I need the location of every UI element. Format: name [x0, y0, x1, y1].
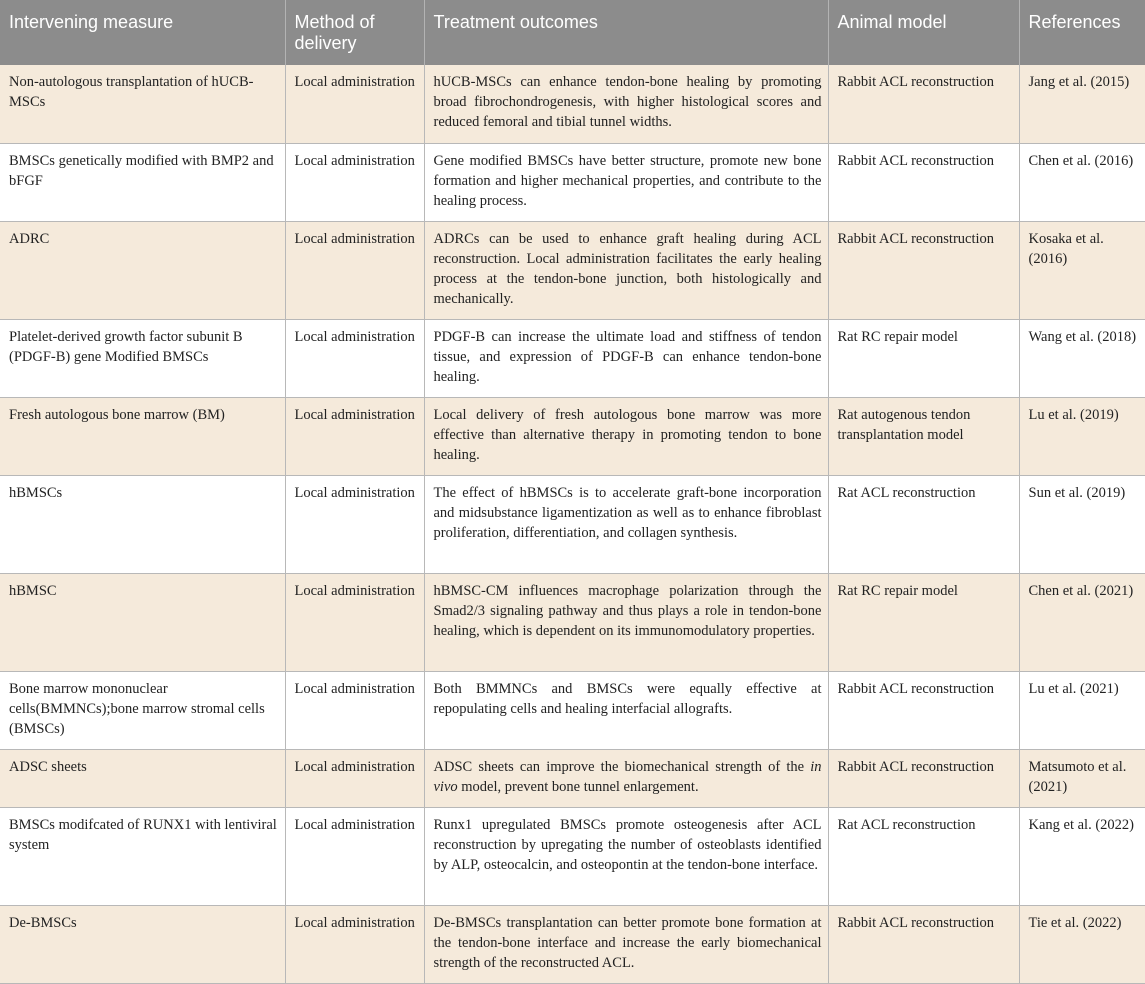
cell-reference: Chen et al. (2021) — [1019, 573, 1145, 671]
cell-measure: hBMSC — [0, 573, 285, 671]
cell-measure: ADSC sheets — [0, 749, 285, 807]
cell-model: Rabbit ACL reconstruction — [828, 143, 1019, 221]
outcome-italic-term: in vivo — [433, 758, 822, 795]
table-row — [0, 65, 1145, 143]
cell-delivery: Local administration — [285, 397, 424, 475]
table-body — [0, 65, 1145, 983]
table-row — [0, 397, 1145, 475]
cell-outcome: ADRCs can be used to enhance graft healing during ACL reconstruction. Local administration facilitates the early healing process at the tendon-bone junction, both histologically and mechanically. — [424, 221, 828, 319]
cell-measure: BMSCs genetically modified with BMP2 and bFGF — [0, 143, 285, 221]
cell-reference: Lu et al. (2021) — [1019, 671, 1145, 749]
cell-reference: Lu et al. (2019) — [1019, 397, 1145, 475]
table-row — [0, 671, 1145, 749]
cell-measure: hBMSCs — [0, 475, 285, 573]
cell-outcome: hBMSC-CM influences macrophage polarization through the Smad2/3 signaling pathway and thus plays a role in tendon-bone healing, which is dependent on its immunomodulatory properties. — [424, 573, 828, 671]
cell-measure: De-BMSCs — [0, 905, 285, 983]
cell-delivery: Local administration — [285, 573, 424, 671]
cell-measure: Bone marrow mononuclear cells(BMMNCs);bone marrow stromal cells (BMSCs) — [0, 671, 285, 749]
cell-model: Rat autogenous tendon transplantation model — [828, 397, 1019, 475]
cell-model: Rabbit ACL reconstruction — [828, 749, 1019, 807]
cell-delivery: Local administration — [285, 143, 424, 221]
cell-reference: Matsumoto et al. (2021) — [1019, 749, 1145, 807]
header-treatment-outcomes: Treatment outcomes — [424, 0, 828, 65]
cell-outcome: Runx1 upregulated BMSCs promote osteogenesis after ACL reconstruction by upregating the number of osteoblasts identified by ALP, osteocalcin, and osteopontin at the tendon-bone interface. — [424, 807, 828, 905]
cell-measure: Non-autologous transplantation of hUCB-MSCs — [0, 65, 285, 143]
cell-delivery: Local administration — [285, 749, 424, 807]
cell-delivery: Local administration — [285, 905, 424, 983]
cell-delivery: Local administration — [285, 807, 424, 905]
cell-delivery: Local administration — [285, 475, 424, 573]
cell-outcome: hUCB-MSCs can enhance tendon-bone healing by promoting broad fibrochondrogenesis, with higher histological scores and reduced femoral and tibial tunnel widths. — [424, 65, 828, 143]
cell-reference: Kosaka et al. (2016) — [1019, 221, 1145, 319]
table-row — [0, 573, 1145, 671]
cell-reference: Jang et al. (2015) — [1019, 65, 1145, 143]
cell-measure: Fresh autologous bone marrow (BM) — [0, 397, 285, 475]
cell-measure: Platelet-derived growth factor subunit B (PDGF-B) gene Modified BMSCs — [0, 319, 285, 397]
table-header — [0, 0, 1145, 65]
cell-model: Rabbit ACL reconstruction — [828, 221, 1019, 319]
cell-reference: Sun et al. (2019) — [1019, 475, 1145, 573]
table-row — [0, 319, 1145, 397]
cell-outcome: PDGF-B can increase the ultimate load and stiffness of tendon tissue, and expression of PDGF-B can enhance tendon-bone healing. — [424, 319, 828, 397]
table-row — [0, 221, 1145, 319]
cell-reference: Tie et al. (2022) — [1019, 905, 1145, 983]
cell-delivery: Local administration — [285, 319, 424, 397]
cell-model: Rabbit ACL reconstruction — [828, 905, 1019, 983]
cell-delivery: Local administration — [285, 65, 424, 143]
cell-outcome: Both BMMNCs and BMSCs were equally effective at repopulating cells and healing interfacial allografts. — [424, 671, 828, 749]
header-row — [0, 0, 1145, 65]
header-method-of-delivery: Method of delivery — [285, 0, 424, 65]
cell-measure: ADRC — [0, 221, 285, 319]
cell-outcome: Local delivery of fresh autologous bone marrow was more effective than alternative therapy in promoting tendon to bone healing. — [424, 397, 828, 475]
cell-delivery: Local administration — [285, 671, 424, 749]
outcome-text-start: ADSC sheets can improve the biomechanical strength of the — [433, 758, 811, 775]
cell-outcome: Gene modified BMSCs have better structure, promote new bone formation and higher mechanical properties, and contribute to the healing process. — [424, 143, 828, 221]
header-animal-model: Animal model — [828, 0, 1019, 65]
cell-model: Rat ACL reconstruction — [828, 807, 1019, 905]
cell-outcome — [424, 749, 828, 807]
cell-model: Rat ACL reconstruction — [828, 475, 1019, 573]
cell-measure: BMSCs modifcated of RUNX1 with lentiviral system — [0, 807, 285, 905]
cell-reference: Chen et al. (2016) — [1019, 143, 1145, 221]
cell-model: Rat RC repair model — [828, 573, 1019, 671]
header-intervening-measure: Intervening measure — [0, 0, 285, 65]
outcome-text-end: model, prevent bone tunnel enlargement. — [457, 778, 699, 795]
cell-reference: Wang et al. (2018) — [1019, 319, 1145, 397]
cell-model: Rat RC repair model — [828, 319, 1019, 397]
header-references: References — [1019, 0, 1145, 65]
cell-outcome: The effect of hBMSCs is to accelerate graft-bone incorporation and midsubstance ligamentization as well as to enhance fibroblast proliferation, differentiation, and collagen synthesis. — [424, 475, 828, 573]
cell-model: Rabbit ACL reconstruction — [828, 671, 1019, 749]
table-row — [0, 807, 1145, 905]
table-row — [0, 749, 1145, 807]
cell-reference: Kang et al. (2022) — [1019, 807, 1145, 905]
table-row — [0, 143, 1145, 221]
table-row — [0, 905, 1145, 983]
cell-model: Rabbit ACL reconstruction — [828, 65, 1019, 143]
table-row — [0, 475, 1145, 573]
cell-outcome: De-BMSCs transplantation can better promote bone formation at the tendon-bone interface and increase the early biomechanical strength of the reconstructed ACL. — [424, 905, 828, 983]
cell-delivery: Local administration — [285, 221, 424, 319]
